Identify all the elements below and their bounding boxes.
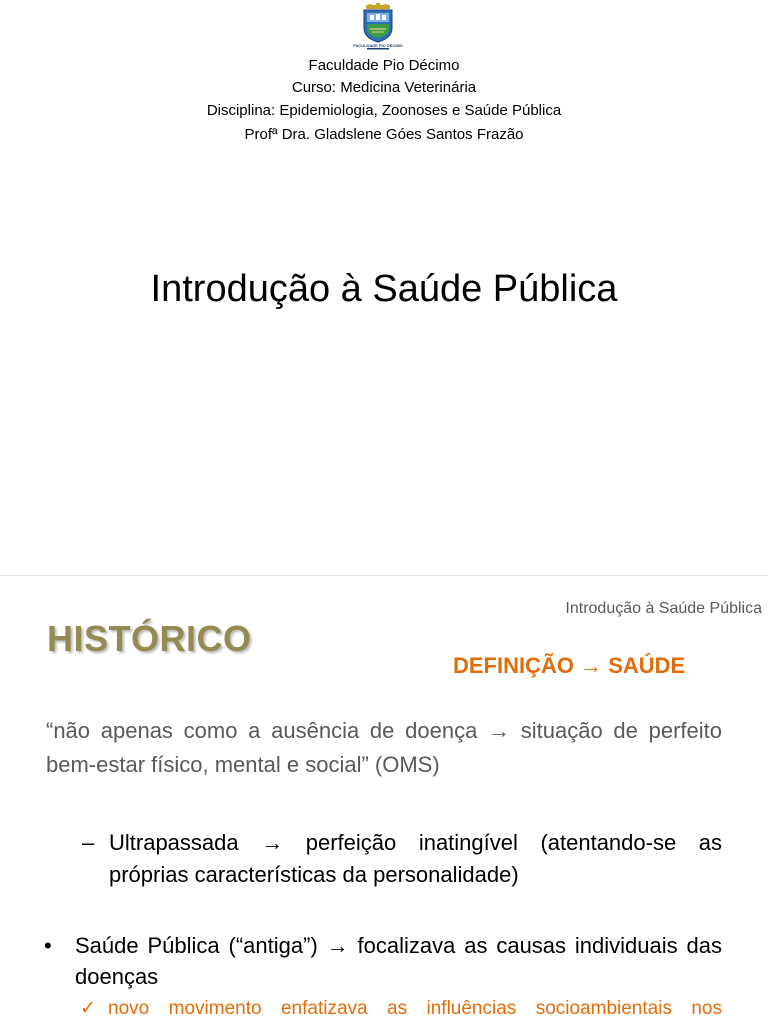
bullet-list-item [44, 930, 722, 992]
slide-title: Introdução à Saúde Pública [150, 268, 618, 310]
definition-quote: “não apenas como a ausência de doença → situação de perfeito bem-estar físico, mental e social” (OMS) [46, 718, 722, 777]
logo-caption: FACULDADE PIO DÉCIMO [353, 43, 403, 48]
institution-name: Faculdade Pio Décimo [308, 57, 460, 74]
dash-list-item [82, 827, 722, 891]
checkmark-icon: ✓ [80, 998, 96, 1019]
discipline-name: Disciplina: Epidemiologia, Zoonoses e Saúde Pública [206, 102, 562, 119]
professor-name: Profª Dra. Gladslene Góes Santos Frazão [244, 126, 524, 143]
section-heading: HISTÓRICO [47, 618, 252, 659]
dash-item-text: Ultrapassada → perfeição inatingível (atentando-se as próprias características da personalidade) [109, 830, 722, 887]
dash-marker: – [82, 830, 95, 855]
bullet-marker: • [44, 933, 52, 958]
college-crest-logo [353, 2, 403, 52]
check-item-text: novo movimento enfatizava as influências socioambientais nos [108, 998, 722, 1019]
course-name: Curso: Medicina Veterinária [291, 79, 477, 96]
bullet-item-text: Saúde Pública (“antiga”) → focalizava as causas individuais das doenças [75, 933, 722, 989]
definition-title: DEFINIÇÃO → SAÚDE [453, 653, 686, 678]
check-list-item [80, 996, 722, 1022]
section-label: Introdução à Saúde Pública [565, 600, 762, 617]
content-slide [0, 576, 768, 1024]
